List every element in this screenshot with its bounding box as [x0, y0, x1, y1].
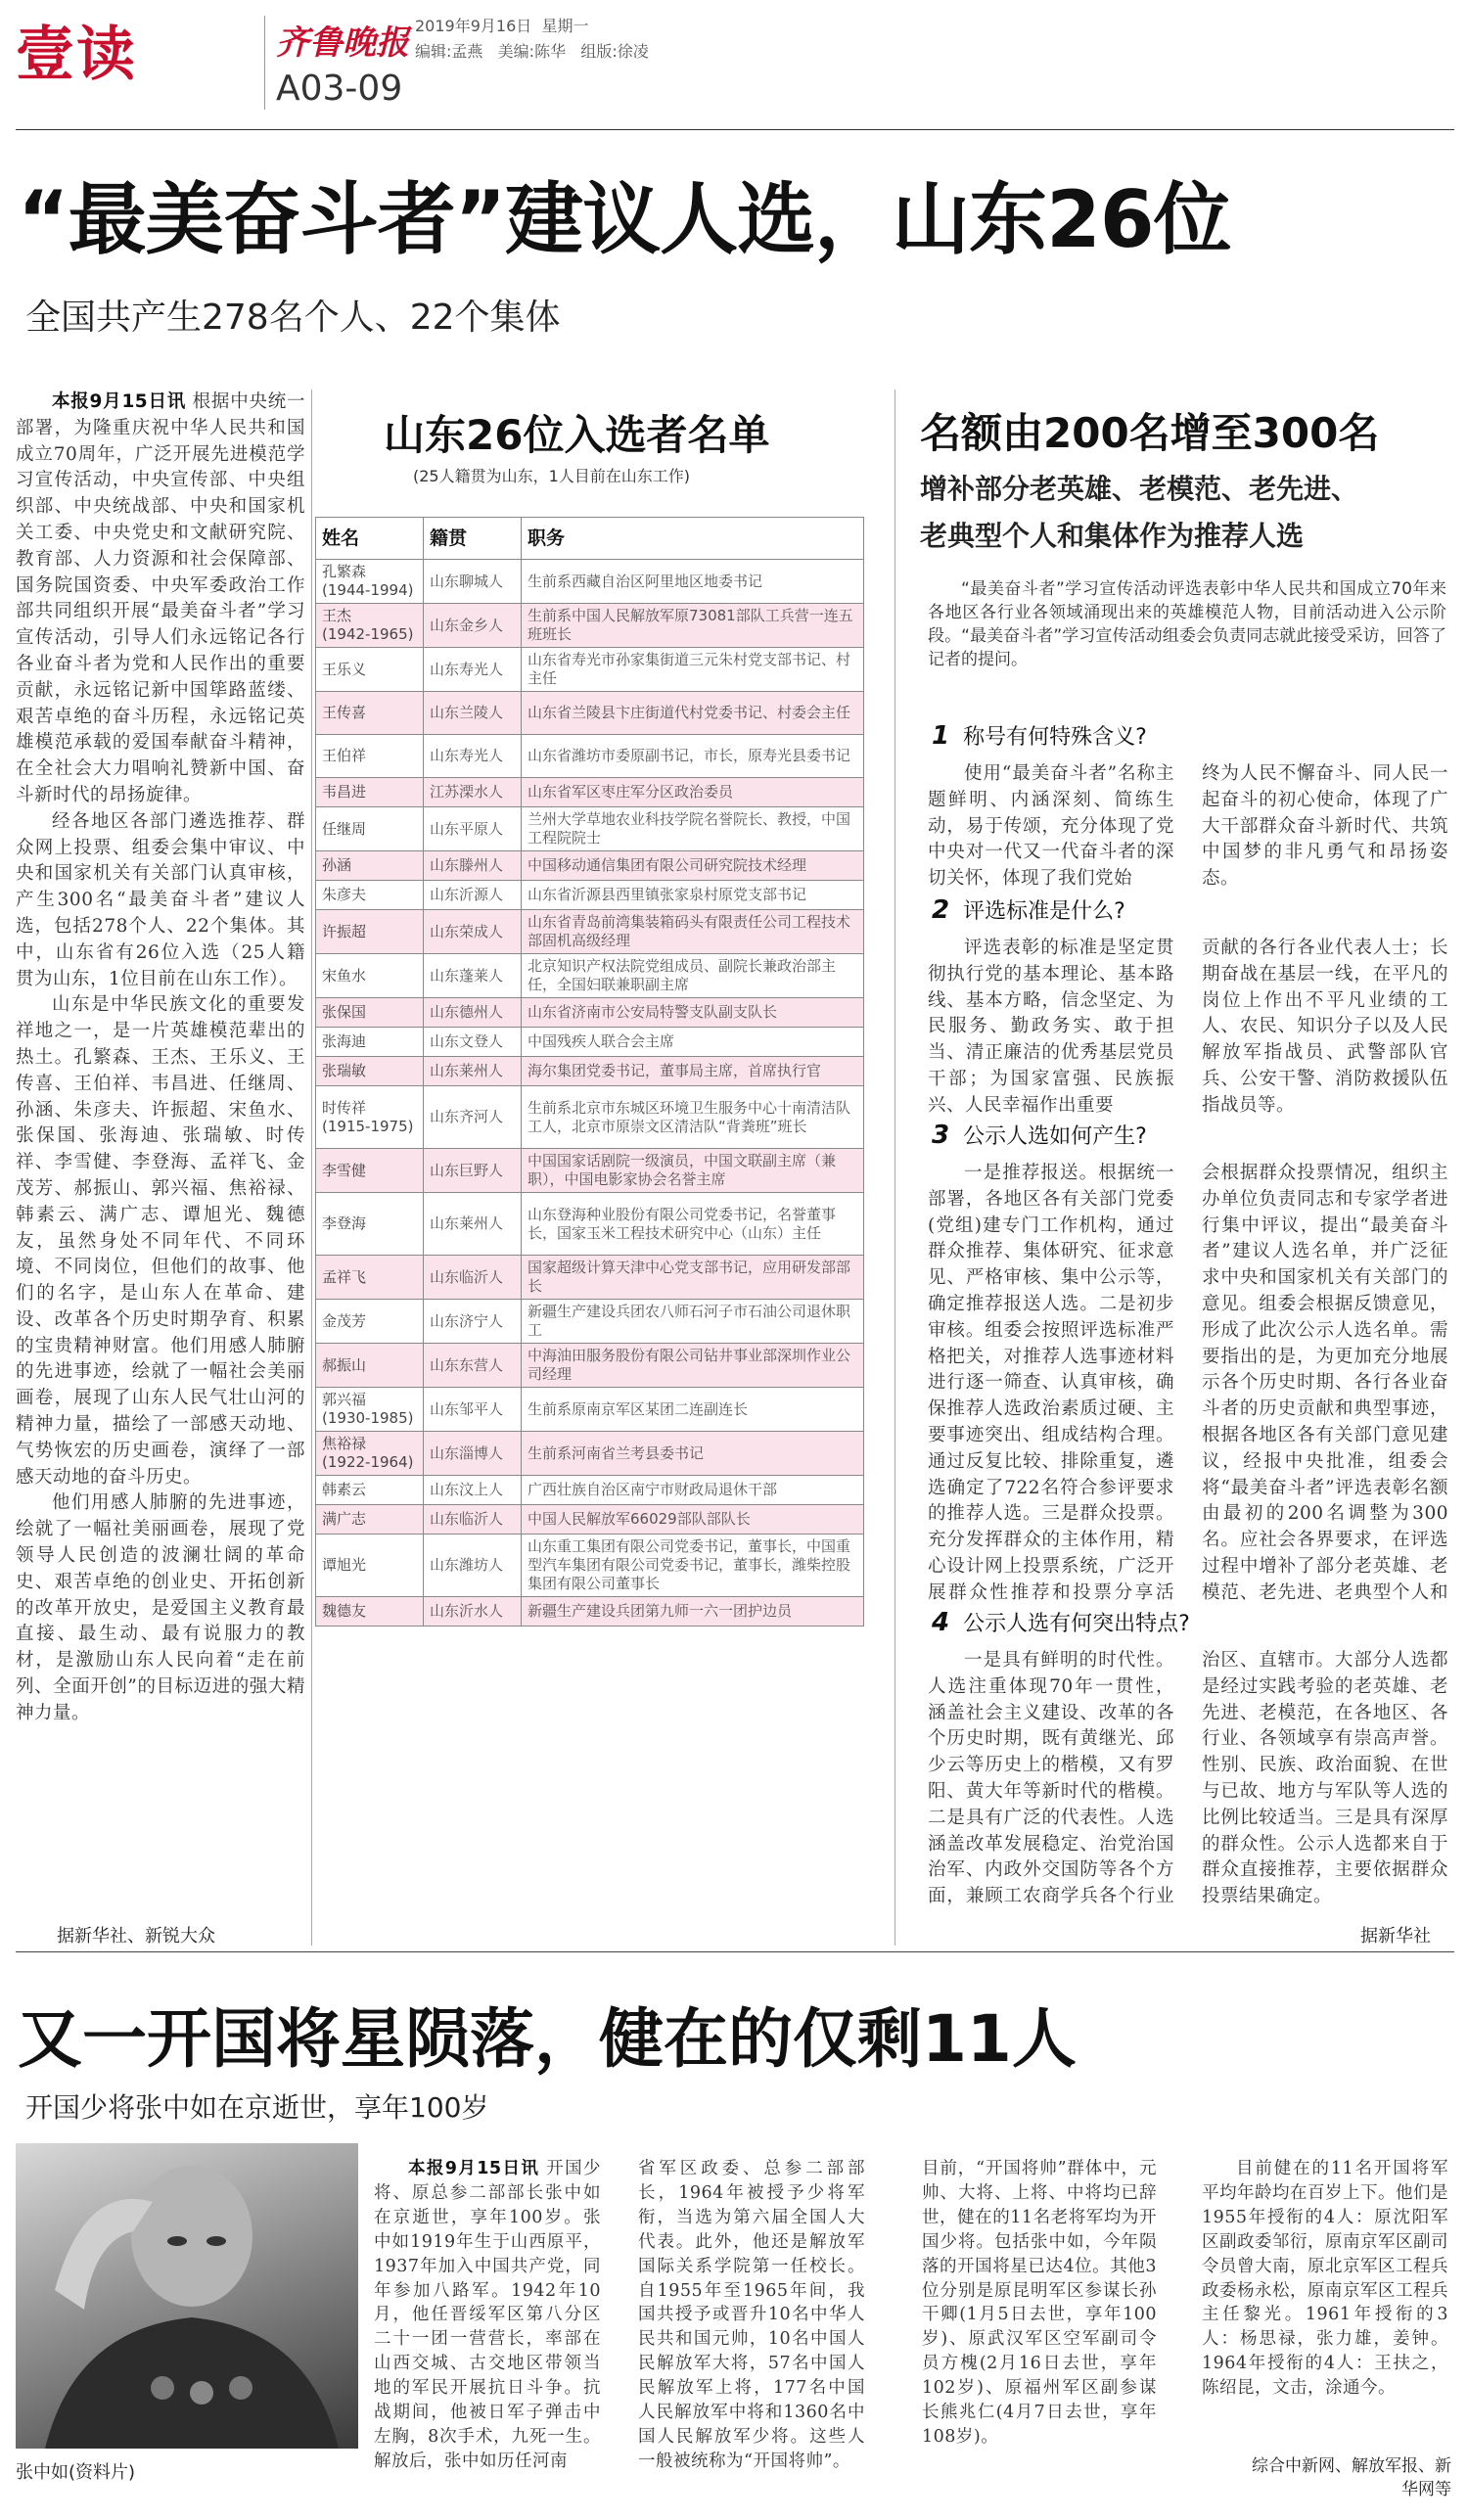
- question-3: 3 公示人选如何产生?: [932, 1121, 1147, 1150]
- nominee-position: 新疆生产建设兵团第九师一六一团护边员: [522, 1597, 864, 1627]
- nominee-origin: 山东沂水人: [424, 1597, 522, 1627]
- nominee-origin: 山东沂源人: [424, 881, 522, 910]
- answer-3-right: 会根据群众投票情况，组织主办单位负责同志和专家学者进行集中评议，提出“最美奋斗者”建议人选名单，并广泛征求中央和国家机关有关部门的意见。组委会根据反馈意见，形成了此次公示人选名单。需要指出的是，为更加充分地展示各个历史时期、各行各业奋斗者的历史贡献和典型事迹，根据各地区各有关部门意见建议，经报中央批准，组委会将“最美奋斗者”评选表彰名额由最初的200名调整为300名。应社会各界要求，在评选过程中增补了部分老英雄、老模范、老先进、老典型个人和: [1202, 1163, 1448, 1603]
- table-row: [316, 1193, 864, 1256]
- table-row: [316, 807, 864, 851]
- header-rule: [16, 129, 1454, 130]
- article3-col3: 目前，“开国将帅”群体中，元帅、大将、上将、中将均已辞世，健在的11名老将军均为开国少将。包括张中如，今年陨落的开国将星已达4位。其他3位分别是原昆明军区参谋长孙干卿(1月5日去世，享年100岁)、原武汉军区空军副司令员方槐(2月16日去世，享年102岁)、原福州军区副参谋长熊兆仁(4月7日去世，享年108岁)。: [922, 2159, 1157, 2447]
- nominee-name: 孔繁森 (1944-1994): [316, 560, 424, 604]
- nominee-position: 山东省兰陵县卞庄街道代村党委书记、村委会主任: [522, 692, 864, 735]
- list-title: 山东26位入选者名单: [384, 411, 770, 459]
- table-row: [316, 1597, 864, 1627]
- nominee-position: 生前系西藏自治区阿里地区地委书记: [522, 560, 864, 604]
- date: 2019年9月16日: [415, 17, 532, 35]
- nominee-name: 张瑞敏: [316, 1057, 424, 1086]
- page-number: A03-09: [276, 69, 403, 109]
- table-row: [316, 851, 864, 881]
- col-position: 职务: [522, 518, 864, 560]
- nominee-name: 谭旭光: [316, 1535, 424, 1597]
- nominee-position: 生前系河南省兰考县委书记: [522, 1432, 864, 1476]
- nominee-position: 中国移动通信集团有限公司研究院技术经理: [522, 851, 864, 881]
- nominee-origin: 山东潍坊人: [424, 1535, 522, 1597]
- nominee-origin: 山东寿光人: [424, 648, 522, 692]
- nominee-origin: 山东临沂人: [424, 1505, 522, 1535]
- nominee-name: 王乐义: [316, 648, 424, 692]
- nominee-origin: 山东文登人: [424, 1028, 522, 1057]
- nominee-origin: 山东荣成人: [424, 910, 522, 954]
- portrait-photo: [16, 2143, 358, 2449]
- table-row: [316, 604, 864, 648]
- nominee-name: 李登海: [316, 1193, 424, 1256]
- table-row: [316, 1149, 864, 1193]
- headline-2: 名额由200名增至300名: [920, 409, 1380, 457]
- nominee-position: 中国残疾人联合会主席: [522, 1028, 864, 1057]
- nominee-name: 孙涵: [316, 851, 424, 881]
- nominee-name: 张海迪: [316, 1028, 424, 1057]
- list-note: (25人籍贯为山东，1人目前在山东工作): [413, 467, 691, 485]
- subheadline-2a: 增补部分老英雄、老模范、老先进、: [920, 473, 1359, 505]
- answer-3-left: 一是推荐报送。根据统一部署，各地区各有关部门党委(党组)建专门工作机构，通过群众推荐、集体研究、征求意见、严格审核、集中公示等，确定推荐报送人选。二是初步审核。组委会按照评选标准严格把关，对推荐人选事迹材料进行逐一筛查、认真审核，确保推荐人选政治素质过硬、主要事迹突出、组成结构合理。通过反复比较、排除重复，遴选确定了722名符合参评要求的推荐人选。三是群众投票。充分发挥群众的主体作用，精心设计网上投票系统，广泛开展群众性推荐和投票分享活: [928, 1163, 1174, 1603]
- nominee-name: 韩素云: [316, 1476, 424, 1505]
- table-row: [316, 881, 864, 910]
- dateline: 本报9月15日讯: [52, 391, 186, 412]
- nominee-name: 张保国: [316, 998, 424, 1028]
- nominee-position: 山东省济南市公安局特警支队副支队长: [522, 998, 864, 1028]
- header-divider: [264, 16, 265, 110]
- table-row: [316, 1086, 864, 1149]
- nominee-name: 焦裕禄 (1922-1964): [316, 1432, 424, 1476]
- nominee-position: 生前系北京市东城区环境卫生服务中心十南清洁队工人，北京市原崇文区清洁队“背粪班”班长: [522, 1086, 864, 1149]
- nominee-position: 中国国家话剧院一级演员，中国文联副主席（兼职），中国电影家协会名誉主席: [522, 1149, 864, 1193]
- nominee-origin: 山东莱州人: [424, 1193, 522, 1256]
- table-row: [316, 1432, 864, 1476]
- article3-source: 综合中新网、解放军报、新华网等: [1252, 2456, 1451, 2499]
- article3-col2: 省军区政委、总参二部部长，1964年被授予少将军衔，当选为第六届全国人大代表。此外，他还是解放军国际关系学院第一任校长。自1955年至1965年间，我国共授予或晋升10名中华人民共和国元帅，10名中国人民解放军大将，57名中国人民解放军上将，177名中国人民解放军中将和1360名中国人民解放军少将。这些人一般被统称为“开国将帅”。: [638, 2159, 865, 2471]
- question-1: 1 称号有何特殊含义?: [932, 721, 1147, 751]
- nominee-origin: 山东聊城人: [424, 560, 522, 604]
- nominee-name: 王杰 (1942-1965): [316, 604, 424, 648]
- nominee-origin: 山东莱州人: [424, 1057, 522, 1086]
- nominee-name: 王伯祥: [316, 735, 424, 778]
- nominee-name: 满广志: [316, 1505, 424, 1535]
- answer-2-left: 评选表彰的标准是坚定贯彻执行党的基本理论、基本路线、基本方略，信念坚定、为民服务、勤政务实、敢于担当、清正廉洁的优秀基层党员干部；为国家富强、民族振兴、人民幸福作出重要: [928, 938, 1174, 1116]
- nominee-origin: 山东蓬莱人: [424, 954, 522, 998]
- nominee-origin: 山东齐河人: [424, 1086, 522, 1149]
- editor: 编辑:孟燕: [415, 42, 483, 61]
- nominee-name: 任继周: [316, 807, 424, 851]
- col-name: 姓名: [316, 518, 424, 560]
- table-row: [316, 560, 864, 604]
- table-row: [316, 1344, 864, 1388]
- layout-editor: 组版:徐凌: [580, 42, 649, 61]
- nominee-position: 生前系原南京军区某团二连副连长: [522, 1388, 864, 1432]
- newspaper-logo: 齐鲁晚报: [276, 23, 409, 63]
- nominee-origin: 山东平原人: [424, 807, 522, 851]
- paragraph: 根据中央统一部署，为隆重庆祝中华人民共和国成立70周年，广泛开展先进模范学习宣传活动，中央宣传部、中央组织部、中央统战部、中央和国家机关工委、中央党史和文献研究院、教育部、人力资源和社会保障部、国务院国资委、中央军委政治工作部共同组织开展“最美奋斗者”学习宣传活动，引导人们永远铭记各行各业奋斗者为党和人民作出的重要贡献，永远铭记新中国筚路蓝缕、艰苦卓绝的奋斗历程，永远铭记英雄模范承载的爱国奉献奋斗精神，在全社会大力唱响礼赞新中国、奋斗新时代的昂扬旋律。: [16, 391, 305, 805]
- nominee-name: 韦昌进: [316, 778, 424, 807]
- table-row: [316, 1535, 864, 1597]
- headline-1: “最美奋斗者”建议人选，山东26位: [18, 174, 1231, 265]
- portrait-figure: [16, 2143, 358, 2449]
- nominee-position: 山东省沂源县西里镇张家泉村原党支部书记: [522, 881, 864, 910]
- column-divider: [311, 389, 312, 1946]
- paragraph: 经各地区各部门遴选推荐、群众网上投票、组委会集中审议、中央和国家机关有关部门认真审核，产生300名“最美奋斗者”建议人选，包括278个人、22个集体。其中，山东省有26位入选（25人籍贯为山东，1位目前在山东工作）。: [16, 810, 305, 989]
- subheadline-3: 开国少将张中如在京逝世，享年100岁: [25, 2091, 489, 2124]
- article2-source: 据新华社: [1360, 1926, 1431, 1947]
- answer-1-right: 终为人民不懈奋斗、同人民一起奋斗的初心使命，体现了广大干部群众奋斗新时代、共筑中国梦的非凡勇气和昂扬姿态。: [1202, 763, 1448, 890]
- table-row: [316, 1256, 864, 1300]
- nominee-position: 山东登海种业股份有限公司党委书记，名誉董事长，国家玉米工程技术研究中心（山东）主任: [522, 1193, 864, 1256]
- nominee-name: 金茂芳: [316, 1300, 424, 1344]
- nominee-origin: 山东滕州人: [424, 851, 522, 881]
- nominee-name: 郭兴福 (1930-1985): [316, 1388, 424, 1432]
- nominee-origin: 山东汶上人: [424, 1476, 522, 1505]
- nominee-position: 山东省青岛前湾集装箱码头有限责任公司工程技术部固机高级经理: [522, 910, 864, 954]
- nominee-position: 生前系中国人民解放军原73081部队工兵营一连五班班长: [522, 604, 864, 648]
- table-row: [316, 1388, 864, 1432]
- nominee-name: 李雪健: [316, 1149, 424, 1193]
- nominee-position: 北京知识产权法院党组成员、副院长兼政治部主任，全国妇联兼职副主席: [522, 954, 864, 998]
- subheadline-2b: 老典型个人和集体作为推荐人选: [920, 520, 1305, 552]
- issue-date: [415, 14, 588, 36]
- answer-4-left: 一是具有鲜明的时代性。人选注重体现70年一贯性，涵盖社会主义建设、改革的各个历史时期，既有黄继光、邱少云等历史上的楷模，又有罗阳、黄大年等新时代的楷模。二是具有广泛的代表性。人选涵盖改革发展稳定、治党治国治军、内政外交国防等各个方面，兼顾工农商学兵各个行业: [928, 1650, 1174, 1907]
- question-4: 4 公示人选有何突出特点?: [932, 1608, 1190, 1637]
- nominee-origin: 山东济宁人: [424, 1300, 522, 1344]
- nominee-position: 海尔集团党委书记，董事局主席，首席执行官: [522, 1057, 864, 1086]
- editor-credits: [415, 39, 649, 62]
- nominee-position: 兰州大学草地农业科技学院名誉院长、教授，中国工程院院士: [522, 807, 864, 851]
- nominee-position: 山东省寿光市孙家集街道三元朱村党支部书记、村主任: [522, 648, 864, 692]
- nominee-name: 时传祥 (1915-1975): [316, 1086, 424, 1149]
- dateline: 本报9月15日讯: [408, 2159, 540, 2178]
- nominee-origin: 山东临沂人: [424, 1256, 522, 1300]
- nominee-origin: 山东巨野人: [424, 1149, 522, 1193]
- answer-1-left: 使用“最美奋斗者”名称主题鲜明、内涵深刻、简练生动，易于传颂，充分体现了党中央对一代又一代奋斗者的深切关怀，体现了我们党始: [928, 763, 1174, 890]
- art-editor: 美编:陈华: [497, 42, 567, 61]
- paragraph: 开国少将、原总参二部部长张中如在京逝世，享年100岁。张中如1919年生于山西原平，1937年加入中国共产党，同年参加八路军。1942年10月，他任晋绥军区第八分区二十一团一营营长，率部在山西交城、古交地区带领当地的军民开展抗日斗争。抗战期间，他被日军子弹击中左胸，8次手术，九死一生。解放后，张中如历任河南: [374, 2159, 601, 2471]
- nominee-origin: 山东德州人: [424, 998, 522, 1028]
- nominee-position: 广西壮族自治区南宁市财政局退休干部: [522, 1476, 864, 1505]
- nominee-origin: 山东金乡人: [424, 604, 522, 648]
- answer-2-right: 贡献的各行各业代表人士；长期奋战在基层一线，在平凡的岗位上作出不平凡业绩的工人、农民、知识分子以及人民解放军指战员、武警部队官兵、公安干警、消防救援队伍指战员等。: [1202, 938, 1448, 1116]
- nominee-position: 山东重工集团有限公司党委书记，董事长，中国重型汽车集团有限公司党委书记，董事长，潍柴控股集团有限公司董事长: [522, 1535, 864, 1597]
- nominee-origin: 山东淄博人: [424, 1432, 522, 1476]
- article2-intro: “最美奋斗者”学习宣传活动评选表彰中华人民共和国成立70年来各地区各行业各领域涌现出来的英雄模范人物，目前活动进入公示阶段。“最美奋斗者”学习宣传活动组委会负责同志就此接受采访，回答了记者的提问。: [928, 579, 1446, 669]
- paragraph: 山东是中华民族文化的重要发祥地之一，是一片英雄模范辈出的热土。孔繁森、王杰、王乐义、王传喜、王伯祥、韦昌进、任继周、孙涵、朱彦夫、许振超、宋鱼水、张保国、张海迪、张瑞敏、时传祥、李雪健、李登海、孟祥飞、金茂芳、郝振山、郭兴福、焦裕禄、韩素云、满广志、谭旭光、魏德友，虽然身处不同年代、不同环境、不同岗位，但他们的故事、他们的名字，是山东人在革命、建设、改革各个历史时期孕育、积累的宝贵精神财富。他们用感人肺腑的先进事迹，绘就了一幅社会美丽画卷，展现了山东人民气壮山河的精神力量，描绘了一部感天动地、气势恢宏的历史画卷，演绎了一部感天动地的奋斗历史。: [16, 994, 305, 1488]
- nominee-name: 王传喜: [316, 692, 424, 735]
- nominee-position: 山东省潍坊市委原副书记，市长，原寿光县委书记: [522, 735, 864, 778]
- nominee-origin: 山东邹平人: [424, 1388, 522, 1432]
- section-rule: [16, 1951, 1454, 1952]
- weekday: 星期一: [541, 17, 589, 35]
- table-row: [316, 910, 864, 954]
- nominee-position: 山东省军区枣庄军分区政治委员: [522, 778, 864, 807]
- article3-col1: [374, 2157, 601, 2511]
- table-row: [316, 1505, 864, 1535]
- answer-4-right: 治区、直辖市。大部分人选都是经过实践考验的老英雄、老先进、老模范，在各地区、各行业、各领域享有崇高声誉。性别、民族、政治面貌、在世与已故、地方与军队等人选的比例比较适当。三是具有深厚的群众性。公示人选都来自于群众直接推荐，主要依据群众投票结果确定。: [1202, 1650, 1448, 1907]
- table-row: [316, 735, 864, 778]
- article3-col4: 目前健在的11名开国将军平均年龄均在百岁上下。他们是1955年授衔的4人：原沈阳军区副政委邹衍，原南京军区副司令员曾大南，原北京军区工程兵政委杨永松，原南京军区工程兵主任黎光。1961年授衔的3人：杨思禄，张力雄，姜钟。1964年授衔的4人：王扶之，陈绍昆，文击，涂通今。: [1202, 2159, 1448, 2399]
- subheadline-1: 全国共产生278名个人、22个集体: [25, 298, 561, 338]
- nominee-position: 中海油田服务股份有限公司钻井事业部深圳作业公司经理: [522, 1344, 864, 1388]
- table-row: [316, 954, 864, 998]
- nominee-position: 中国人民解放军66029部队部队长: [522, 1505, 864, 1535]
- headline-3: 又一开国将星陨落，健在的仅剩11人: [18, 2001, 1077, 2077]
- table-row: [316, 692, 864, 735]
- table-row: [316, 1476, 864, 1505]
- article1-source: 据新华社、新锐大众: [57, 1926, 215, 1947]
- nominee-position: 国家超级计算天津中心党支部书记，应用研发部部长: [522, 1256, 864, 1300]
- nominee-origin: 山东寿光人: [424, 735, 522, 778]
- nominee-origin: 山东东营人: [424, 1344, 522, 1388]
- col-origin: 籍贯: [424, 518, 522, 560]
- nominee-name: 宋鱼水: [316, 954, 424, 998]
- nominee-origin: 江苏溧水人: [424, 778, 522, 807]
- nominee-position: 新疆生产建设兵团农八师石河子市石油公司退休职工: [522, 1300, 864, 1344]
- nominee-name: 孟祥飞: [316, 1256, 424, 1300]
- nominee-name: 郝振山: [316, 1344, 424, 1388]
- nominee-name: 魏德友: [316, 1597, 424, 1627]
- nominee-name: 许振超: [316, 910, 424, 954]
- table-row: [316, 778, 864, 807]
- paragraph: 他们用感人肺腑的先进事迹，绘就了一幅社美丽画卷，展现了党领导人民创造的波澜壮阔的革命史、艰苦卓绝的创业史、开拓创新的改革开放史，是爱国主义教育最直接、最生动、最有说服力的教材，是激励山东人民向着“走在前列、全面开创”的目标迈进的强大精神力量。: [16, 1492, 305, 1723]
- question-2: 2 评选标准是什么?: [932, 895, 1125, 925]
- nominee-table: [315, 517, 863, 1627]
- table-row: [316, 1300, 864, 1344]
- article1-column: [16, 389, 305, 1916]
- table-row: [316, 648, 864, 692]
- table-row: [316, 1057, 864, 1086]
- section-title: 壹读: [16, 21, 137, 89]
- table-row: [316, 998, 864, 1028]
- nominee-origin: 山东兰陵人: [424, 692, 522, 735]
- nominee-name: 朱彦夫: [316, 881, 424, 910]
- table-row: [316, 1028, 864, 1057]
- photo-caption: 张中如(资料片): [16, 2462, 136, 2483]
